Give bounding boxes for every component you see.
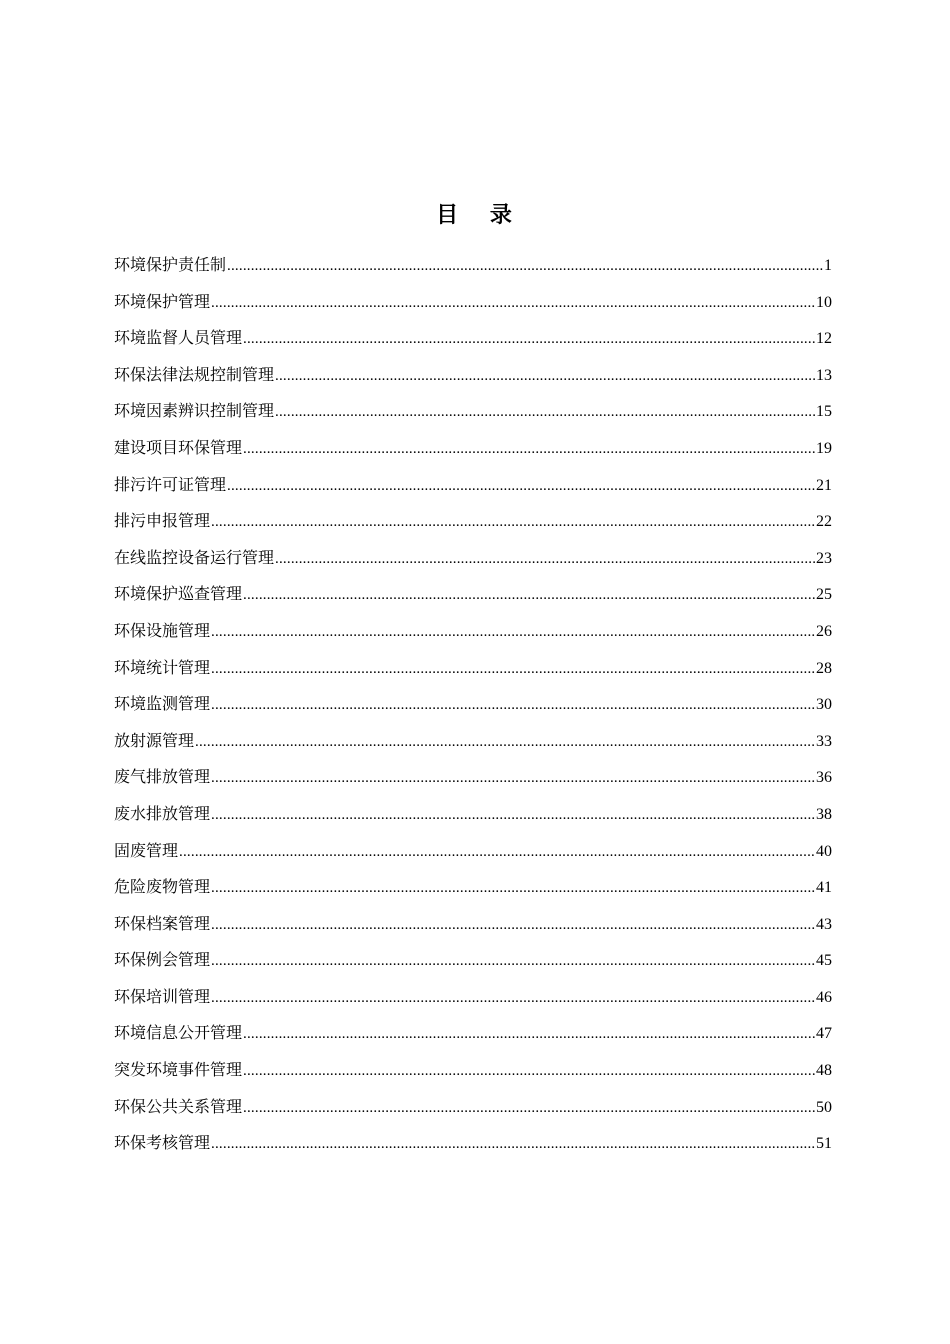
toc-leader-dots (211, 1126, 815, 1163)
toc-entry-page: 10 (816, 293, 832, 311)
toc-entry-page: 13 (816, 366, 832, 384)
toc-entry-label: 在线监控设备运行管理 (114, 547, 275, 567)
toc-entry-page: 28 (816, 659, 832, 677)
toc-entry-label: 环境监督人员管理 (114, 328, 243, 348)
toc-entry-page: 46 (816, 988, 832, 1006)
toc-entry-label: 环保例会管理 (114, 950, 211, 970)
toc-entry[interactable] (114, 796, 832, 833)
toc-leader-dots (243, 1016, 815, 1053)
toc-entry-label: 环境保护管理 (114, 291, 211, 311)
toc-entry-page: 26 (816, 622, 832, 640)
toc-entry[interactable] (114, 869, 832, 906)
toc-entry-page: 19 (816, 439, 832, 457)
toc-leader-dots (275, 541, 815, 578)
toc-title: 目 录 (436, 202, 524, 228)
toc-entry[interactable] (114, 1125, 832, 1162)
toc-entry-page: 41 (816, 879, 832, 897)
toc-entry-page: 23 (816, 549, 832, 567)
toc-leader-dots (211, 760, 815, 797)
toc-leader-dots (195, 724, 815, 761)
toc-leader-dots (227, 468, 815, 505)
toc-entry-label: 环保设施管理 (114, 620, 211, 640)
toc-list (114, 247, 832, 1162)
toc-entry-label: 突发环境事件管理 (114, 1060, 243, 1080)
toc-entry[interactable] (114, 759, 832, 796)
toc-leader-dots (211, 651, 815, 688)
toc-entry-label: 废水排放管理 (114, 803, 211, 823)
toc-entry-page: 43 (816, 915, 832, 933)
toc-leader-dots (243, 321, 815, 358)
toc-entry[interactable] (114, 576, 832, 613)
toc-entry[interactable] (114, 833, 832, 870)
toc-entry-page: 36 (816, 769, 832, 787)
toc-entry[interactable] (114, 613, 832, 650)
toc-entry[interactable] (114, 320, 832, 357)
toc-entry-label: 环保培训管理 (114, 986, 211, 1006)
toc-entry-label: 环保考核管理 (114, 1133, 211, 1153)
toc-entry[interactable] (114, 942, 832, 979)
toc-entry[interactable] (114, 1052, 832, 1089)
toc-entry-page: 12 (816, 330, 832, 348)
toc-entry[interactable] (114, 357, 832, 394)
toc-entry-label: 环境信息公开管理 (114, 1023, 243, 1043)
toc-entry-label: 危险废物管理 (114, 877, 211, 897)
toc-entry[interactable] (114, 247, 832, 284)
toc-entry-label: 环保档案管理 (114, 913, 211, 933)
toc-leader-dots (211, 797, 815, 834)
toc-leader-dots (211, 943, 815, 980)
toc-leader-dots (243, 431, 815, 468)
toc-entry-label: 环境统计管理 (114, 657, 211, 677)
toc-entry[interactable] (114, 430, 832, 467)
toc-leader-dots (275, 358, 815, 395)
toc-entry-page: 22 (816, 513, 832, 531)
toc-entry[interactable] (114, 284, 832, 321)
toc-entry-label: 环境监测管理 (114, 694, 211, 714)
toc-entry-label: 排污申报管理 (114, 511, 211, 531)
toc-entry-page: 47 (816, 1025, 832, 1043)
toc-entry-label: 环保法律法规控制管理 (114, 364, 275, 384)
toc-leader-dots (211, 687, 815, 724)
toc-entry-label: 环境保护责任制 (114, 255, 227, 274)
toc-entry-page: 40 (816, 842, 832, 860)
toc-entry[interactable] (114, 686, 832, 723)
toc-entry-label: 放射源管理 (114, 730, 195, 750)
toc-leader-dots (243, 1090, 815, 1127)
toc-entry[interactable] (114, 650, 832, 687)
toc-leader-dots (227, 248, 823, 285)
toc-entry[interactable] (114, 906, 832, 943)
toc-entry[interactable] (114, 540, 832, 577)
toc-entry[interactable] (114, 979, 832, 1016)
toc-entry-page: 50 (816, 1098, 832, 1116)
toc-entry-label: 环境保护巡查管理 (114, 584, 243, 604)
toc-leader-dots (211, 614, 815, 651)
toc-entry-label: 建设项目环保管理 (114, 437, 243, 457)
toc-entry-label: 固废管理 (114, 840, 179, 860)
toc-entry[interactable] (114, 503, 832, 540)
toc-entry-label: 排污许可证管理 (114, 474, 227, 494)
toc-entry-page: 45 (816, 952, 832, 970)
toc-entry-page: 38 (816, 805, 832, 823)
toc-entry-page: 21 (816, 476, 832, 494)
toc-entry-label: 环保公共关系管理 (114, 1096, 243, 1116)
toc-leader-dots (179, 834, 815, 871)
toc-entry-page: 1 (824, 257, 832, 274)
toc-entry-page: 33 (816, 732, 832, 750)
toc-entry-page: 15 (816, 403, 832, 421)
toc-leader-dots (211, 870, 815, 907)
toc-entry-label: 废气排放管理 (114, 767, 211, 787)
toc-entry-page: 48 (816, 1062, 832, 1080)
toc-leader-dots (275, 394, 815, 431)
toc-entry-page: 25 (816, 586, 832, 604)
toc-entry[interactable] (114, 467, 832, 504)
toc-leader-dots (243, 577, 815, 614)
toc-leader-dots (211, 504, 815, 541)
toc-entry[interactable] (114, 393, 832, 430)
toc-leader-dots (211, 980, 815, 1017)
toc-entry-page: 51 (816, 1135, 832, 1153)
toc-entry-page: 30 (816, 696, 832, 714)
toc-leader-dots (243, 1053, 815, 1090)
toc-leader-dots (211, 285, 815, 322)
toc-entry[interactable] (114, 1015, 832, 1052)
toc-leader-dots (211, 907, 815, 944)
toc-entry[interactable] (114, 723, 832, 760)
toc-entry-label: 环境因素辨识控制管理 (114, 401, 275, 421)
toc-entry[interactable] (114, 1089, 832, 1126)
